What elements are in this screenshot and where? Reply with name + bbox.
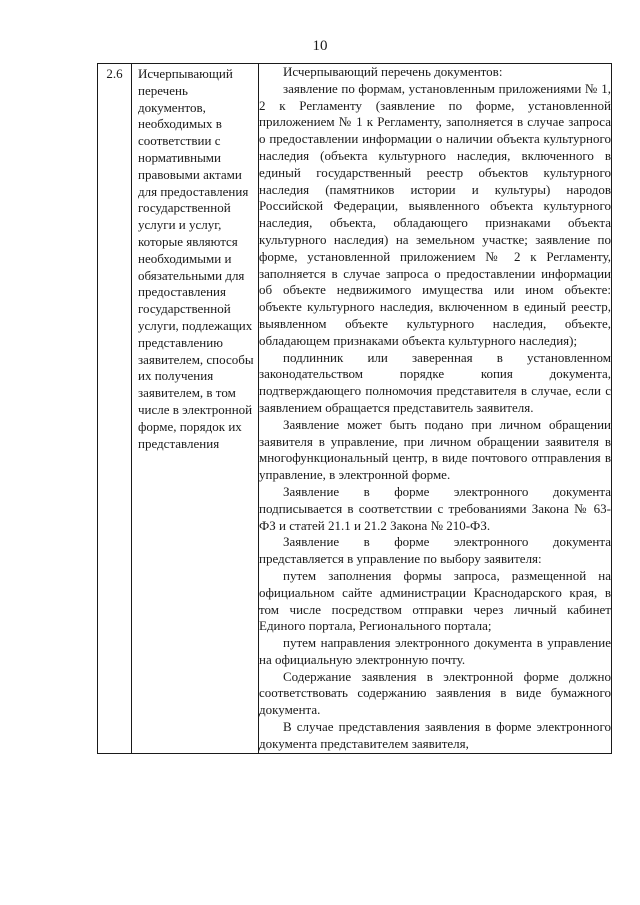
table-row	[98, 64, 612, 754]
paragraph: Заявление может быть подано при личном обращении заявителя в управление, при личном обращении заявителя в многофункциональный центр, в виде почтового отправления в управление, в электронной форме.	[259, 416, 611, 483]
document-table	[97, 63, 612, 754]
page-number: 10	[312, 38, 328, 54]
row-number-cell	[98, 64, 132, 754]
paragraph: подлинник или заверенная в установленном законодательством порядке копия документа, подтверждающего полномочия представителя в случае, если с заявлением обращается представитель заявителя.	[259, 349, 611, 415]
paragraph: Заявление в форме электронного документа подписывается в соответствии с требованиями Закона № 63-ФЗ и статей 21.1 и 21.2 Закона № 210-ФЗ.	[259, 483, 611, 533]
paragraph: путем направления электронного документа в управление на официальную электронную почту.	[259, 635, 611, 667]
paragraph: Заявление в форме электронного документа представляется в управление по выбору заявителя:	[259, 534, 611, 567]
paragraph: Содержание заявления в электронной форме должно соответствовать содержанию заявления в виде бумажного документа.	[259, 668, 611, 718]
paragraph: путем заполнения формы запроса, размещенной на официальном сайте администрации Краснодарского края, в том числе посредством отправки через личный кабинет Единого портала, Регионального портала;	[259, 567, 611, 634]
paragraph: Исчерпывающий перечень документов:	[283, 64, 503, 79]
paragraph: заявление по формам, установленным приложениями № 1, 2 к Регламенту (заявление по форме, установленной приложением № 1 к Регламенту, заполняется в случае запроса о предоставлении информации о наличии объекта культурного наследия (объекта культурного наследия, включенного в единый государственный реестр объектов культурного наследия (памятников истории и культуры) народов Российской Федерации, выявленного объекта культурного наследия, объекта, обладающего признаками объекта культурного наследия) на земельном участке; заявление по форме, установленной приложением № 2 к Регламенту, заполняется в случае запроса о предоставлении информации об объекте недвижимого имущества или ином объекте: объекте культурного наследия, включенном в единый реестр, выявленном объекте культурного наследия, объекте, обладающем признаками объекта культурного наследия);	[259, 80, 611, 348]
row-label: Исчерпывающий перечень документов, необходимых в соответствии с нормативными правовыми актами для предоставления государственной услуги и услуг, которые являются необходимыми и обязательными для предоставления государственной услуги, подлежащих представлению заявителем, способы их получения заявителем, в том числе в электронной форме, порядок их представления	[138, 66, 254, 451]
row-content-cell	[259, 64, 612, 754]
paragraph: В случае представления заявления в форме электронного документа представителем заявителя,	[259, 719, 611, 751]
row-number: 2.6	[106, 66, 123, 81]
row-label-cell	[132, 64, 259, 754]
